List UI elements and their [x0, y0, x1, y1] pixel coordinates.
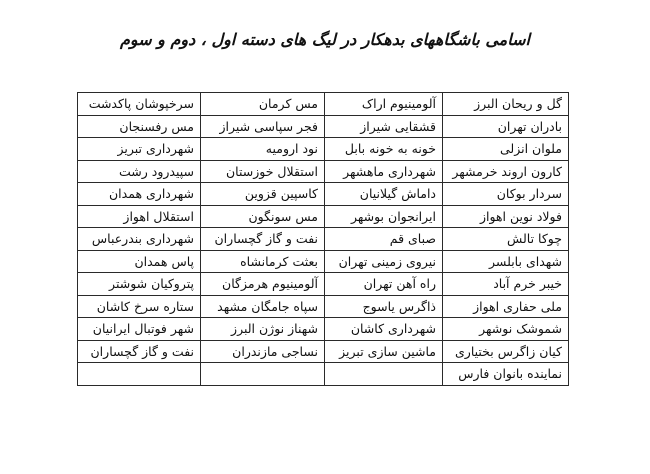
table-cell: راه آهن تهران [325, 273, 443, 296]
table-cell [78, 363, 201, 386]
table-cell: شهر فوتبال ایرانیان [78, 318, 201, 341]
table-cell: ملی حفاری اهواز [443, 295, 569, 318]
table-cell: فجر سپاسی شیراز [201, 115, 325, 138]
table-cell: نفت و گاز گچساران [78, 340, 201, 363]
table-cell: خیبر خرم آباد [443, 273, 569, 296]
table-cell: سرخپوشان پاکدشت [78, 93, 201, 116]
table-cell: نود ارومیه [201, 138, 325, 161]
table-row [78, 295, 569, 318]
table-cell: داماش گیلانیان [325, 183, 443, 206]
table-row [78, 363, 569, 386]
table-cell: قشقایی شیراز [325, 115, 443, 138]
table-cell: آلومینیوم اراک [325, 93, 443, 116]
table-cell: کاسپین قزوین [201, 183, 325, 206]
table-cell: شموشک نوشهر [443, 318, 569, 341]
table-cell: شهرداری همدان [78, 183, 201, 206]
table-cell: شهرداری ماهشهر [325, 160, 443, 183]
table-row [78, 115, 569, 138]
table-cell: استقلال اهواز [78, 205, 201, 228]
table-cell: مس رفسنجان [78, 115, 201, 138]
table-cell: خونه به خونه بابل [325, 138, 443, 161]
table-row [78, 250, 569, 273]
table-cell: ایرانجوان بوشهر [325, 205, 443, 228]
table-row [78, 340, 569, 363]
table-cell: چوکا تالش [443, 228, 569, 251]
table-row [78, 138, 569, 161]
table-cell: کارون اروند خرمشهر [443, 160, 569, 183]
table-cell: مس سونگون [201, 205, 325, 228]
table-row [78, 160, 569, 183]
table-body [78, 93, 569, 386]
table-cell: ذاگرس یاسوج [325, 295, 443, 318]
table-row [78, 318, 569, 341]
table-cell: بادران تهران [443, 115, 569, 138]
table-row [78, 205, 569, 228]
table-row [78, 183, 569, 206]
table-row [78, 273, 569, 296]
table-row [78, 228, 569, 251]
table-cell: کیان زاگرس بختیاری [443, 340, 569, 363]
table-cell: فولاد نوین اهواز [443, 205, 569, 228]
table-cell: نماینده بانوان فارس [443, 363, 569, 386]
table-cell: نفت و گاز گچساران [201, 228, 325, 251]
table-cell: استقلال خوزستان [201, 160, 325, 183]
table-cell: ملوان انزلی [443, 138, 569, 161]
table-cell: شهرداری بندرعباس [78, 228, 201, 251]
table-cell: شهرداری کاشان [325, 318, 443, 341]
table-cell [201, 363, 325, 386]
table-cell: ستاره سرخ کاشان [78, 295, 201, 318]
table-cell [325, 363, 443, 386]
page-title: اسامی باشگاههای بدهکار در لیگ های دسته اول ، دوم و سوم [120, 30, 530, 49]
table-cell: آلومینیوم هرمزگان [201, 273, 325, 296]
table-cell: گل و ریحان البرز [443, 93, 569, 116]
table-cell: شهناز نوژن البرز [201, 318, 325, 341]
debtor-clubs-table [77, 92, 569, 386]
table-cell: مس کرمان [201, 93, 325, 116]
table-cell: پتروکیان شوشتر [78, 273, 201, 296]
table-cell: نیروی زمینی تهران [325, 250, 443, 273]
table-cell: ماشین سازی تبریز [325, 340, 443, 363]
table-cell: نساجی مازندران [201, 340, 325, 363]
table-cell: سپیدرود رشت [78, 160, 201, 183]
table-cell: صبای قم [325, 228, 443, 251]
table-cell: سردار بوکان [443, 183, 569, 206]
table-cell: شهدای بابلسر [443, 250, 569, 273]
table-row [78, 93, 569, 116]
table-cell: بعثت کرمانشاه [201, 250, 325, 273]
table-cell: شهرداری تبریز [78, 138, 201, 161]
table-cell: سپاه جامگان مشهد [201, 295, 325, 318]
table-cell: پاس همدان [78, 250, 201, 273]
